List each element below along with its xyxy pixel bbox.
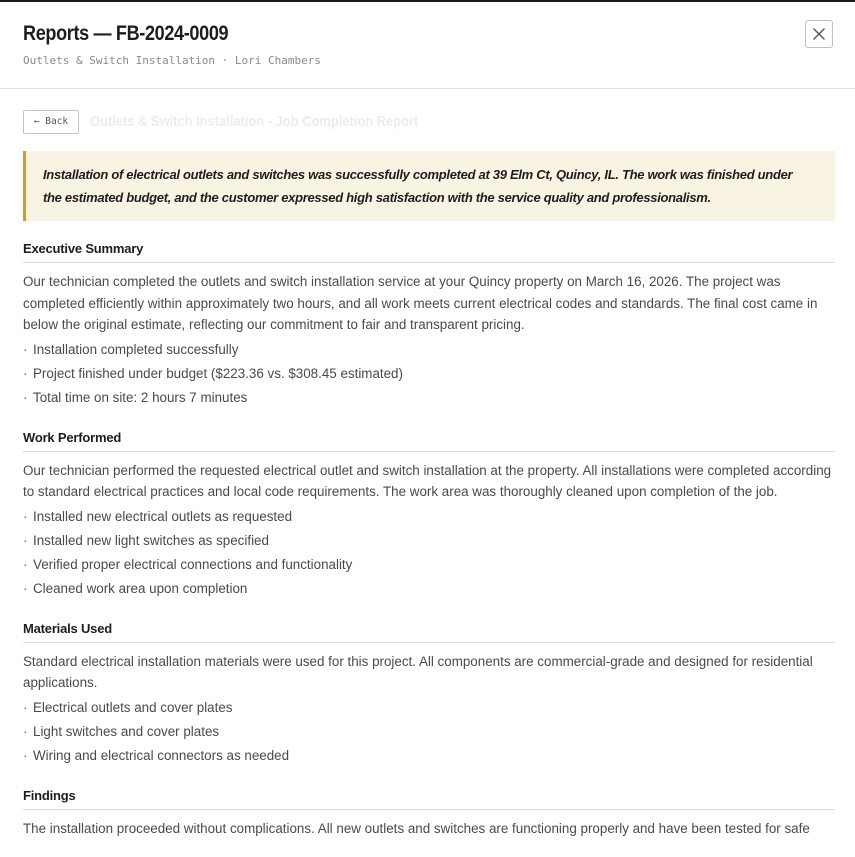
report-content [23, 110, 835, 839]
back-button[interactable]: ← Back [23, 110, 79, 134]
list-item: · Light switches and cover plates [23, 720, 835, 744]
section-paragraph: Our technician performed the requested electrical outlet and switch installation at the property. All installations were completed according to standard electrical practices and local code requirements. The work area was thoroughly cleaned upon completion of the job. [23, 462, 832, 499]
modal-title: Reports — FB-2024-0009 [23, 22, 229, 45]
modal-header [0, 2, 855, 89]
list-item: · Cleaned work area upon completion [23, 577, 835, 601]
section-paragraph: The installation proceeded without complications. All new outlets and switches are functioning properly and have been tested for safe [23, 820, 810, 836]
report-toolbar [23, 110, 835, 135]
list-item: · Installed new light switches as specified [23, 529, 835, 553]
bullet-list [23, 338, 835, 410]
bullet-list [23, 696, 835, 768]
modal-subtitle: Outlets & Switch Installation · Lori Chambers [23, 54, 322, 67]
section-heading: Executive Summary [23, 241, 835, 263]
list-item: · Wiring and electrical connectors as needed [23, 744, 835, 768]
section-paragraph: Standard electrical installation materials were used for this project. All components are commercial-grade and designed for residential applications. [23, 653, 813, 690]
list-item: · Verified proper electrical connections and functionality [23, 553, 835, 577]
close-icon [812, 27, 826, 41]
section-heading: Work Performed [23, 430, 835, 452]
section-heading: Findings [23, 788, 835, 810]
report-title: Outlets & Switch Installation - Job Completion Report [90, 113, 419, 130]
bullet-list [23, 505, 835, 601]
section-heading: Materials Used [23, 621, 835, 643]
list-item: · Project finished under budget ($223.36 vs. $308.45 estimated) [23, 362, 835, 386]
list-item: · Total time on site: 2 hours 7 minutes [23, 386, 835, 410]
callout-text: Installation of electrical outlets and switches was successfully completed at 39 Elm Ct, Quincy, IL. The work was finished under the estimated budget, and the customer expressed high satisfaction with the service quality and professionalism. [43, 167, 793, 205]
list-item: · Installation completed successfully [23, 338, 835, 362]
close-button[interactable] [805, 20, 833, 48]
section-paragraph: Our technician completed the outlets and switch installation service at your Quincy property on March 16, 2026. The project was completed efficiently within approximately two hours, and all work meets current electrical codes and standards. The final cost came in below the original estimate, reflecting our commitment to fair and transparent pricing. [23, 274, 818, 332]
list-item: · Electrical outlets and cover plates [23, 696, 835, 720]
summary-callout [23, 151, 835, 221]
list-item: · Installed new electrical outlets as requested [23, 505, 835, 529]
